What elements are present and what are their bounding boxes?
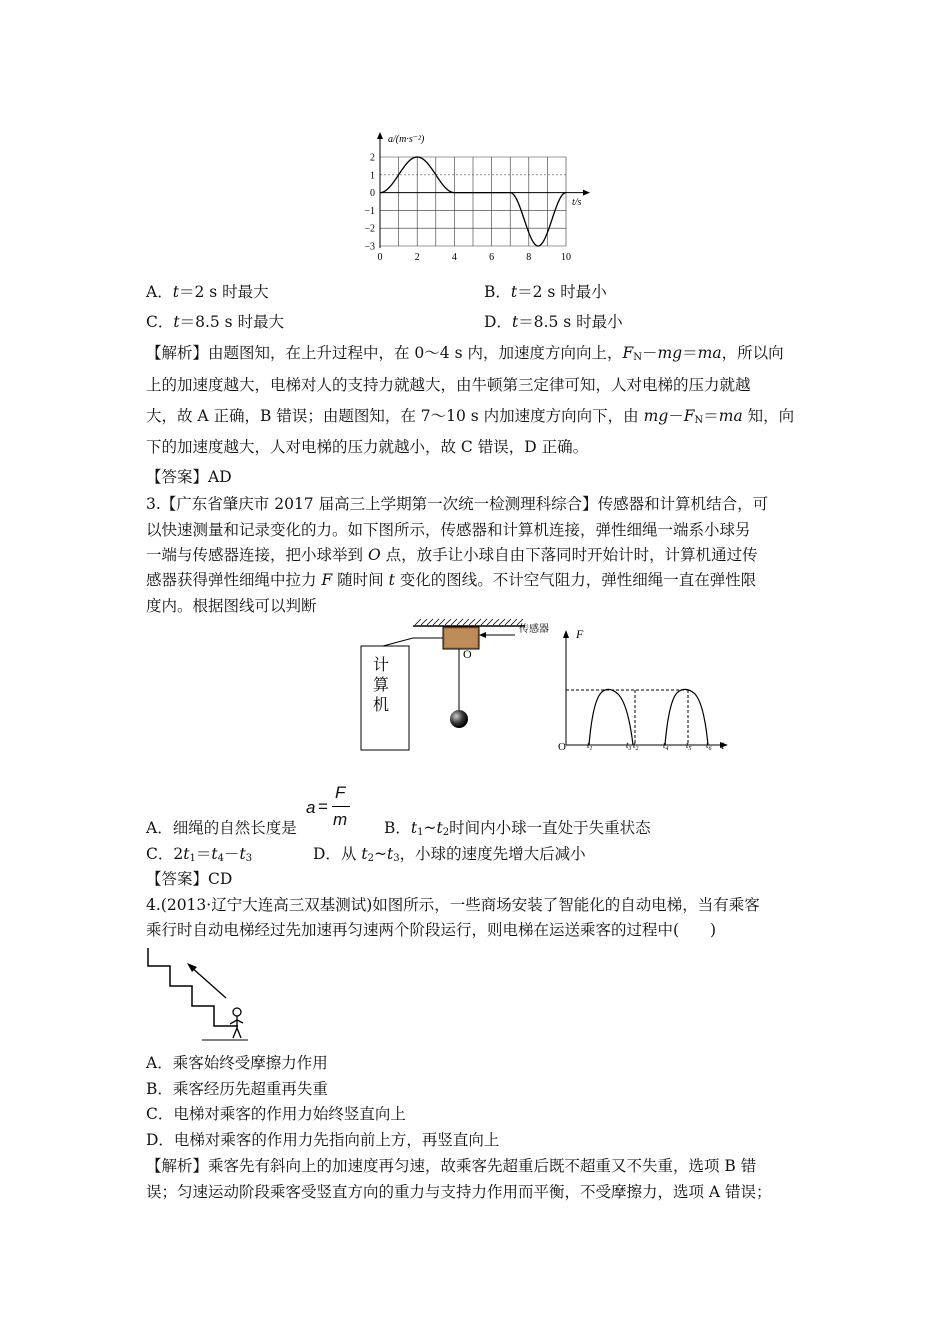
var-t: t (211, 845, 218, 863)
sensor-apparatus-diagram (355, 616, 565, 756)
time-tick-label: $t_4$ (663, 740, 669, 752)
var-t: t (386, 845, 394, 863)
q4-option-c: C．电梯对乘客的作用力始终竖直向上 (146, 1105, 406, 1123)
ball (450, 710, 468, 728)
x-tick-label: 6 (489, 252, 495, 263)
time-tick-label: $t_6$ (706, 740, 712, 752)
cable (383, 638, 443, 646)
chart-grid (380, 157, 566, 246)
text: C．2 (146, 845, 184, 863)
q2-option-c (146, 312, 284, 332)
q3-option-a: A．细绳的自然长度是 (146, 819, 297, 837)
formula-a-eq-f-over-m (304, 783, 352, 835)
motion-arrow-shaft (190, 966, 226, 998)
text: 时间内小球一直处于失重状态 (449, 819, 651, 837)
time-tick-label: $t_1$ (587, 740, 593, 752)
var-t: t (388, 571, 395, 589)
subscript-N: N (694, 415, 704, 426)
formula-var-F: F (335, 783, 346, 802)
chart-ylabel: a/(m·s⁻²) (388, 134, 425, 145)
time-tick-labels (587, 740, 712, 752)
var-mg: mg (657, 344, 683, 362)
var-t: t (510, 283, 518, 301)
q4-analysis-line-2: 误；匀速运动阶段乘客受竖直方向的重力与支持力作用而平衡，不受摩擦力，选项 A 错误； (146, 1183, 772, 1201)
text: B． (384, 819, 411, 837)
q3-option-d (313, 844, 586, 869)
option-b-text: ＝2 s 时最小 (517, 283, 607, 301)
text: 知，向 (742, 407, 795, 425)
q2-option-d (484, 312, 623, 332)
q2-option-b (484, 282, 607, 302)
var-t: t (436, 819, 443, 837)
f-axis-label: F (576, 627, 584, 641)
var-mg: mg (643, 407, 669, 425)
text: 一端与传感器连接，把小球举到 (146, 546, 368, 564)
q3-stem-line-4 (146, 570, 756, 590)
text: 大，故 A 正确，B 错误；由题图知，在 7～10 s 内加速度方向向下，由 (146, 407, 644, 425)
chart-axes (377, 132, 590, 248)
text: － (223, 845, 240, 863)
option-a-text: ＝2 s 时最大 (178, 283, 269, 301)
computer-label-3: 机 (373, 697, 390, 714)
var-t: t (511, 313, 519, 331)
var-F: F (683, 407, 695, 425)
text: 【解析】由题图知，在上升过程中，在 0～4 s 内，加速度方向向上， (146, 344, 623, 362)
text: 变化的图线。不计空气阻力，弹性细绳一直在弹性限 (394, 571, 757, 589)
var-t: t (410, 819, 418, 837)
text: 点，放手让小球自由下落同时开始计时，计算机通过传 (380, 546, 758, 564)
q4-option-a: A．乘客始终受摩擦力作用 (146, 1054, 328, 1072)
x-tick-label: 0 (377, 252, 383, 263)
y-tick-label: 2 (370, 152, 375, 164)
q2-answer: 【答案】AD (146, 468, 232, 486)
q4-stem-line-2: 乘行时自动电梯经过先加速再匀速两个阶段运行，则电梯在运送乘客的过程中( ) (146, 921, 717, 939)
formula-equals: = (318, 797, 328, 816)
y-tick-label: −3 (364, 241, 375, 253)
var-t: t (172, 283, 179, 301)
q2-analysis-line-2: 上的加速度越大，电梯对人的支持力就越大，由牛顿第三定律可知，人对电梯的压力就越 (146, 376, 751, 394)
text: 感器获得弹性细绳中拉力 (146, 571, 322, 589)
x-axis-arrow (583, 190, 590, 196)
var-ma: ma (697, 344, 722, 362)
x-tick-label: 2 (414, 252, 420, 263)
q4-option-b: B．乘客经历先超重再失重 (146, 1080, 328, 1098)
text: ＝ (703, 407, 719, 425)
q3-stem-line-2: 以快速测量和记录变化的力。如下图所示，传感器和计算机连接，弹性细绳一端系小球另 (146, 521, 751, 539)
subscript: 2 (367, 853, 374, 864)
formula-var-m: m (333, 810, 348, 829)
y-tick-label: 0 (370, 188, 375, 200)
q3-answer: 【答案】CD (146, 870, 233, 888)
origin-label: O (558, 741, 566, 753)
sensor-texture (445, 629, 477, 647)
subscript: 3 (393, 853, 400, 864)
escalator-steps (148, 948, 238, 1026)
y-axis-arrow (377, 132, 383, 139)
subscript: 4 (217, 853, 224, 864)
q4-option-d: D．电梯对乘客的作用力先指向前上方，再竖直向上 (146, 1131, 500, 1149)
x-tick-label: 8 (526, 252, 532, 263)
q2-option-a (146, 282, 269, 302)
q3-option-b (384, 818, 651, 843)
option-d-label: D． (484, 313, 512, 331)
text: ＝ (682, 344, 698, 362)
text: － (668, 407, 684, 425)
y-tick-label: −1 (364, 205, 375, 217)
f-axis-arrow (563, 630, 569, 638)
text: ，小球的速度先增大后减小 (399, 845, 586, 863)
var-F: F (321, 571, 333, 589)
option-b-label: B． (484, 283, 511, 301)
var-t: t (183, 845, 190, 863)
q3-stem-line-1: 3.【广东省肇庆市 2017 届高三上学期第一次统一检测理科综合】传感器和计算机结合，可 (146, 495, 769, 513)
var-t: t (361, 845, 368, 863)
t-axis-label: t (721, 738, 725, 752)
q4-analysis-line-1: 【解析】乘客先有斜向上的加速度再匀速，故乘客先超重后既不超重又不失重，选项 B 错 (146, 1157, 757, 1175)
subscript-N: N (633, 352, 642, 363)
q3-stem-line-5: 度内。根据图线可以判断 (146, 597, 317, 615)
q3-stem-line-3 (146, 545, 758, 565)
q2-analysis-line-3 (146, 406, 794, 431)
subscript: 2 (442, 827, 450, 838)
subscript: 1 (417, 827, 424, 838)
time-tick-label: $t_3$ (626, 740, 632, 752)
sensor-label: 传感器 (519, 624, 549, 635)
q2-analysis-line-4: 下的加速度越大，人对电梯的压力就越小，故 C 错误，D 正确。 (146, 438, 589, 456)
text: ，所以向 (721, 344, 784, 362)
var-t: t (173, 313, 180, 331)
y-tick-label: 1 (370, 170, 375, 182)
text: ~ (373, 845, 387, 863)
var-t: t (239, 845, 246, 863)
text: 随时间 (332, 571, 389, 589)
option-c-text: ＝8.5 s 时最大 (179, 313, 285, 331)
var-ma: ma (718, 407, 743, 425)
option-d-text: ＝8.5 s 时最小 (518, 313, 623, 331)
computer-label-1: 计 (373, 657, 390, 674)
time-tick-label: $t_2$ (633, 740, 639, 752)
formula-var-a: a (306, 798, 316, 817)
force-time-graph (556, 624, 736, 754)
force-humps (589, 689, 708, 745)
text: D．从 (313, 845, 362, 863)
x-tick-label: 10 (561, 252, 571, 263)
text: ＝ (195, 845, 212, 863)
subscript: 3 (245, 853, 253, 864)
force-hump-2 (665, 689, 708, 745)
escalator-diagram (142, 944, 257, 1044)
computer-label-2: 算 (373, 677, 390, 694)
option-a-label: A． (146, 283, 173, 301)
var-O: O (367, 546, 381, 564)
time-tick-label: $t_5$ (686, 740, 692, 752)
subscript: 1 (189, 853, 196, 864)
text: ~ (423, 819, 437, 837)
text: － (641, 344, 658, 362)
y-tick-label: −2 (364, 223, 375, 235)
sensor-arrowhead (479, 632, 486, 638)
q3-option-c (146, 844, 252, 869)
q2-analysis-line-1 (146, 343, 784, 368)
ceiling-hatch (415, 619, 523, 625)
x-tick-label: 4 (451, 252, 457, 263)
chart-tick-labels (364, 153, 571, 264)
acceleration-chart (340, 128, 600, 268)
force-hump-1 (589, 689, 633, 745)
option-c-label: C． (146, 313, 174, 331)
point-O-label: O (463, 647, 472, 661)
var-F: F (622, 344, 634, 362)
passenger-figure (230, 1008, 243, 1038)
chart-xlabel: t/s (572, 197, 582, 208)
fraction-bar (332, 806, 350, 807)
q4-stem-line-1: 4.(2013·辽宁大连高三双基测试)如图所示，一些商场安装了智能化的自动电梯，当有乘客 (146, 896, 760, 914)
